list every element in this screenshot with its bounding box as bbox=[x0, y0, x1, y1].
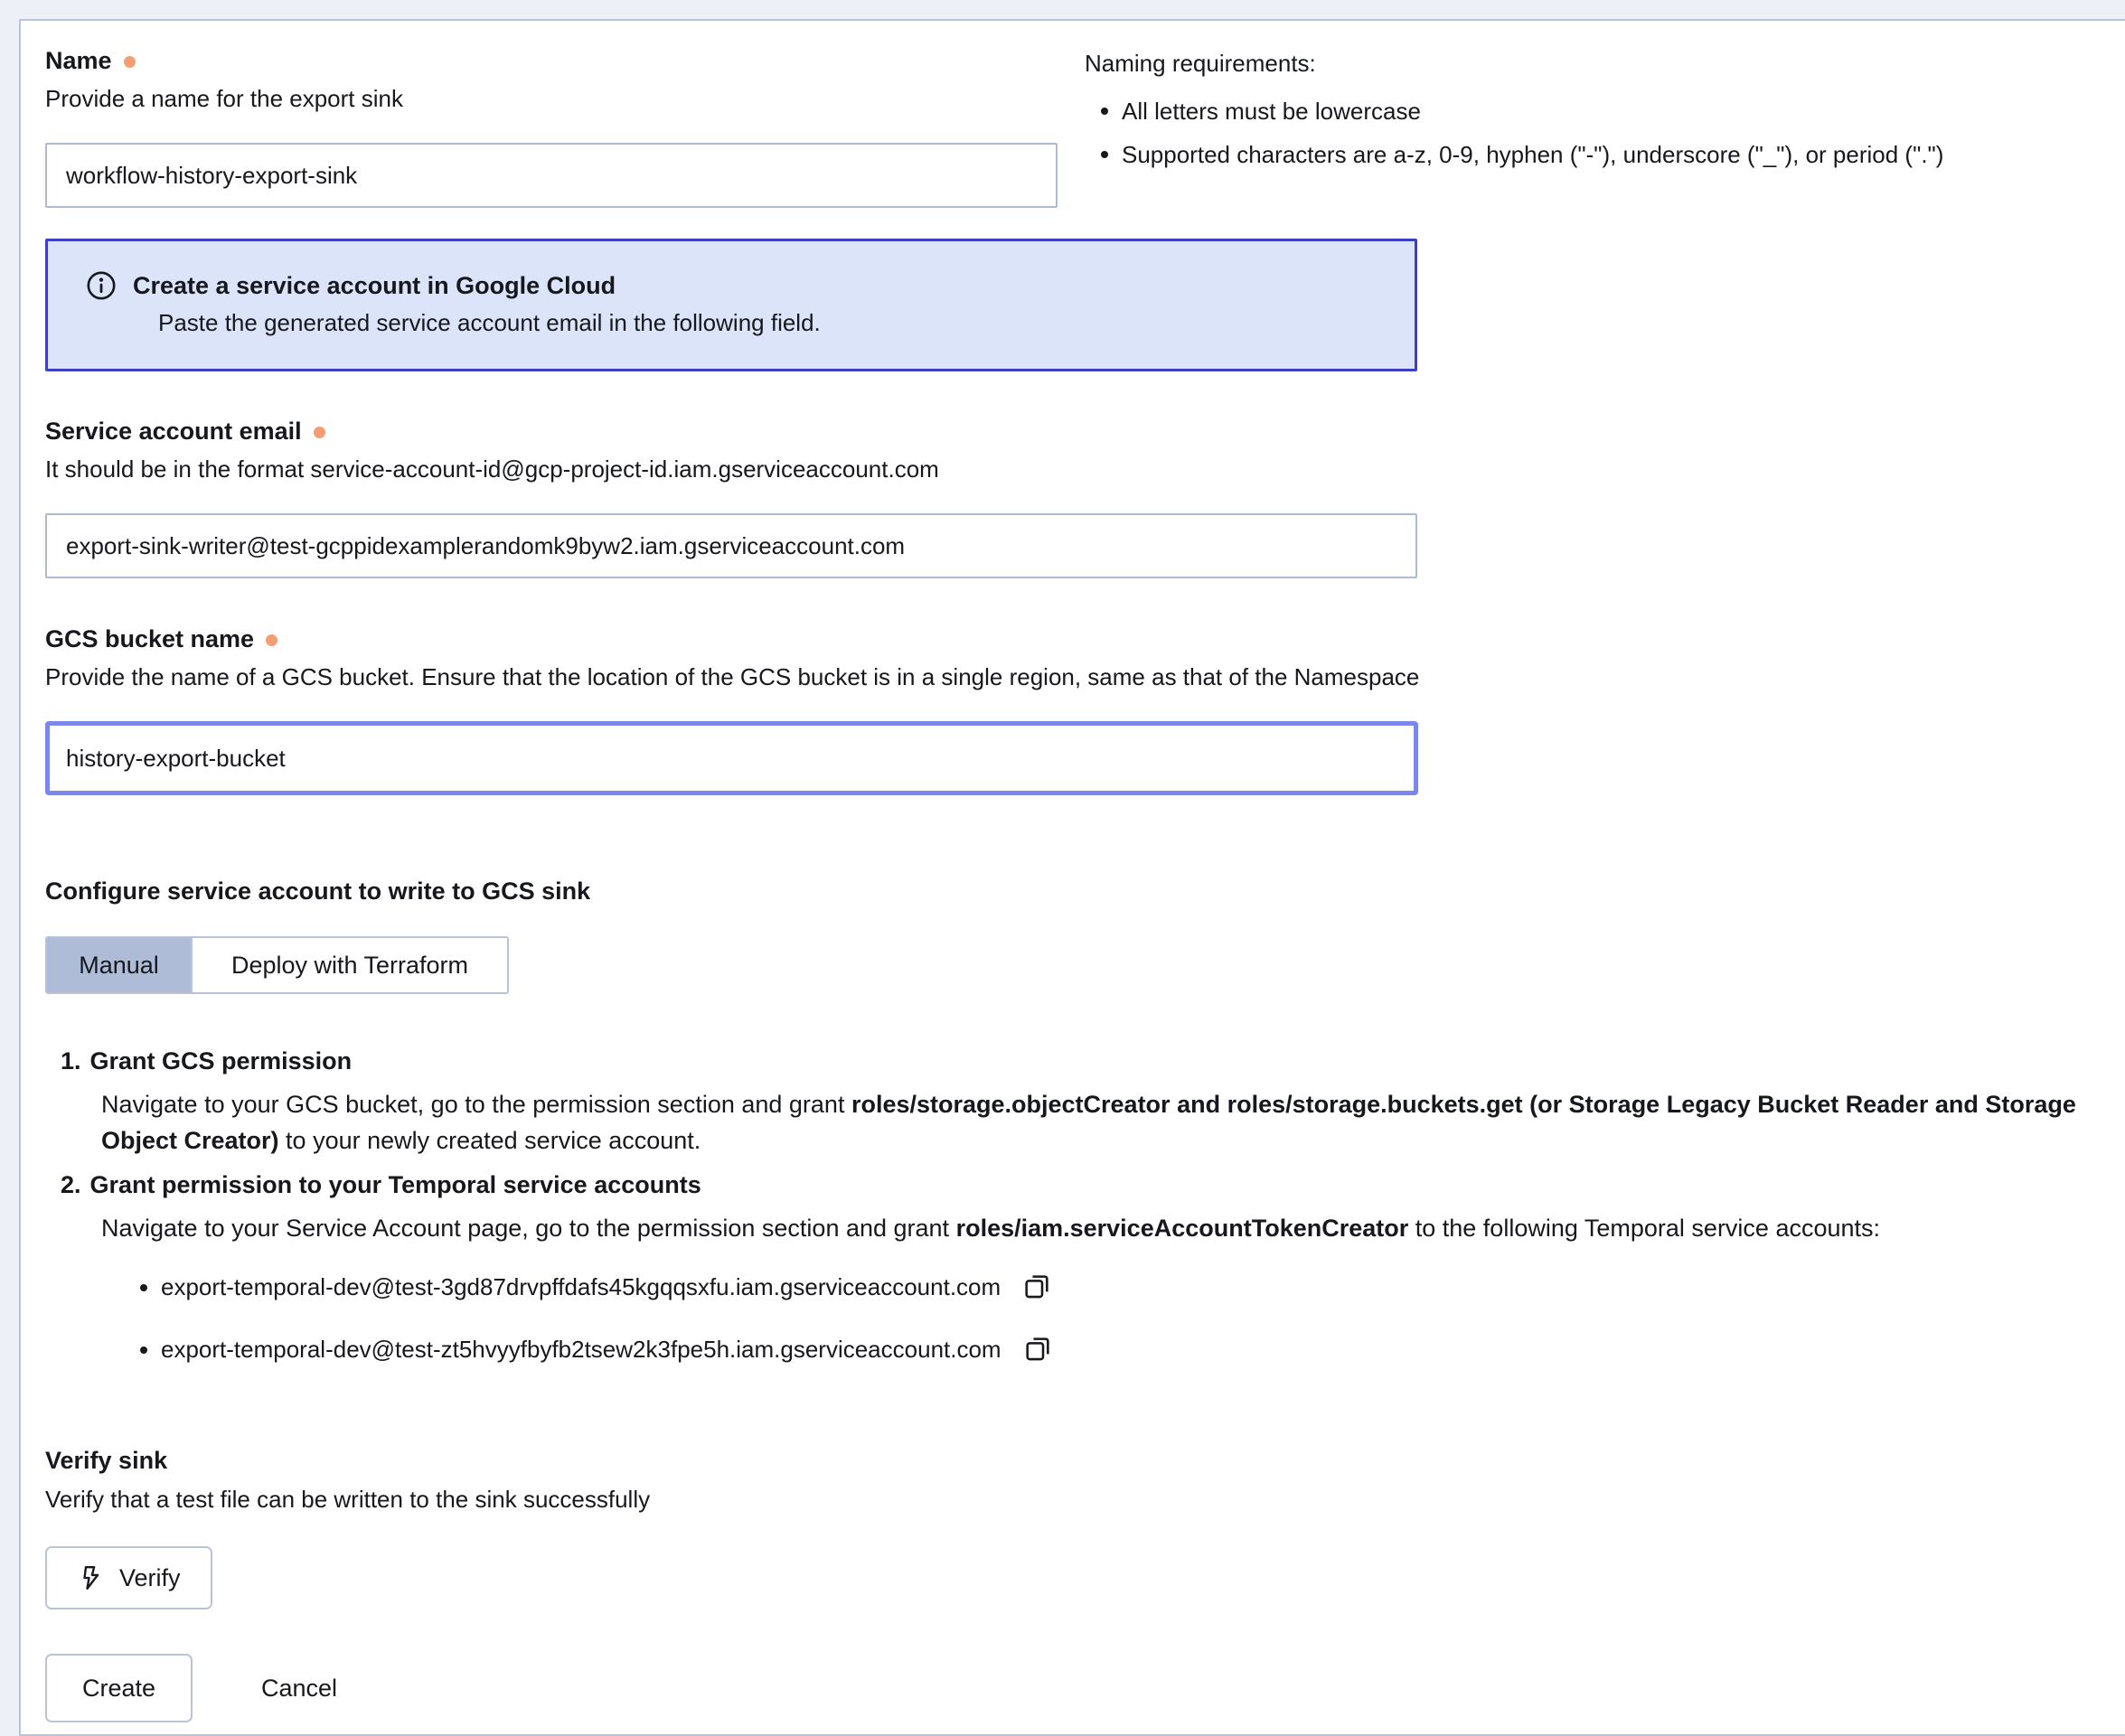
temporal-service-account-email: export-temporal-dev@test-zt5hvyyfbyfb2tsew2k3fpe5h.iam.gserviceaccount.com bbox=[161, 1336, 1001, 1363]
naming-requirement-item bbox=[1085, 89, 2125, 133]
copy-icon[interactable] bbox=[1023, 1335, 1052, 1364]
bullet-icon bbox=[1101, 151, 1108, 158]
name-input[interactable] bbox=[45, 143, 1058, 208]
verify-sink-title: Verify sink bbox=[45, 1447, 168, 1474]
bucket-field-description: Provide the name of a GCS bucket. Ensure that the location of the GCS bucket is in a single region, same as that of the Namespace bbox=[45, 663, 1420, 690]
required-dot-icon bbox=[314, 427, 325, 438]
naming-requirement-text: Supported characters are a-z, 0-9, hyphen ("-"), underscore ("_"), or period (".") bbox=[1122, 141, 1944, 168]
required-dot-icon bbox=[124, 56, 136, 68]
step-number: 2. bbox=[61, 1171, 81, 1198]
name-field-label bbox=[45, 42, 1058, 79]
naming-requirements-title: Naming requirements: bbox=[1085, 50, 1316, 77]
step-body: Navigate to your GCS bucket, go to the permission section and grant roles/storage.objectCreator and roles/storage.buckets.get (or Storage Legacy Bucket Reader and Storage Object Creator) to your newly created service account. bbox=[101, 1091, 2076, 1154]
step-title-text: Grant permission to your Temporal service accounts bbox=[89, 1171, 701, 1198]
service-account-info-banner bbox=[45, 239, 1417, 371]
step-grant-gcs-permission bbox=[61, 1043, 2125, 1159]
service-account-label-text: Service account email bbox=[45, 418, 302, 445]
bucket-field-label bbox=[45, 621, 2125, 657]
service-account-field-label bbox=[45, 413, 2125, 449]
configure-heading: Configure service account to write to GCS sink bbox=[45, 877, 591, 905]
required-dot-icon bbox=[266, 634, 277, 646]
tab-manual[interactable]: Manual bbox=[47, 938, 191, 992]
info-circle-icon bbox=[86, 270, 117, 301]
tab-deploy-with-terraform[interactable]: Deploy with Terraform bbox=[191, 938, 507, 992]
temporal-service-account-row bbox=[61, 1269, 2125, 1305]
bucket-label-text: GCS bucket name bbox=[45, 625, 255, 652]
temporal-service-account-email: export-temporal-dev@test-3gd87drvpffdafs45kgqqsxfu.iam.gserviceaccount.com bbox=[161, 1273, 1001, 1300]
step-grant-temporal-permission bbox=[61, 1167, 2125, 1367]
export-sink-form-card bbox=[19, 19, 2125, 1736]
copy-icon[interactable] bbox=[1022, 1272, 1051, 1301]
configure-method-tabs bbox=[45, 936, 509, 994]
bullet-icon bbox=[140, 1284, 147, 1291]
naming-requirement-item bbox=[1085, 133, 2125, 176]
verify-sink-description: Verify that a test file can be written to the sink successfully bbox=[45, 1486, 651, 1513]
gcs-bucket-name-input[interactable] bbox=[45, 721, 1418, 795]
name-field-description: Provide a name for the export sink bbox=[45, 85, 403, 112]
step-number: 1. bbox=[61, 1047, 81, 1074]
cancel-button[interactable]: Cancel bbox=[252, 1654, 346, 1722]
step-title-text: Grant GCS permission bbox=[89, 1047, 353, 1074]
verify-button[interactable] bbox=[45, 1546, 212, 1609]
verify-button-label: Verify bbox=[119, 1563, 181, 1591]
name-field-label-text: Name bbox=[45, 47, 112, 74]
service-account-email-input[interactable] bbox=[45, 513, 1417, 578]
naming-requirements bbox=[1085, 42, 2125, 208]
bullet-icon bbox=[1101, 108, 1108, 115]
temporal-service-account-row bbox=[61, 1331, 2125, 1367]
info-banner-body: Paste the generated service account email in the following field. bbox=[158, 309, 821, 336]
bullet-icon bbox=[140, 1347, 147, 1354]
info-banner-title: Create a service account in Google Cloud bbox=[133, 272, 616, 299]
step-body: Navigate to your Service Account page, go to the permission section and grant roles/iam.serviceAccountTokenCreator to the following Temporal service accounts: bbox=[101, 1215, 1881, 1242]
naming-requirement-text: All letters must be lowercase bbox=[1122, 98, 1421, 125]
service-account-field-description: It should be in the format service-account-id@gcp-project-id.iam.gserviceaccount.com bbox=[45, 455, 939, 483]
create-button[interactable]: Create bbox=[45, 1654, 193, 1722]
lightning-bolt-icon bbox=[77, 1564, 104, 1591]
